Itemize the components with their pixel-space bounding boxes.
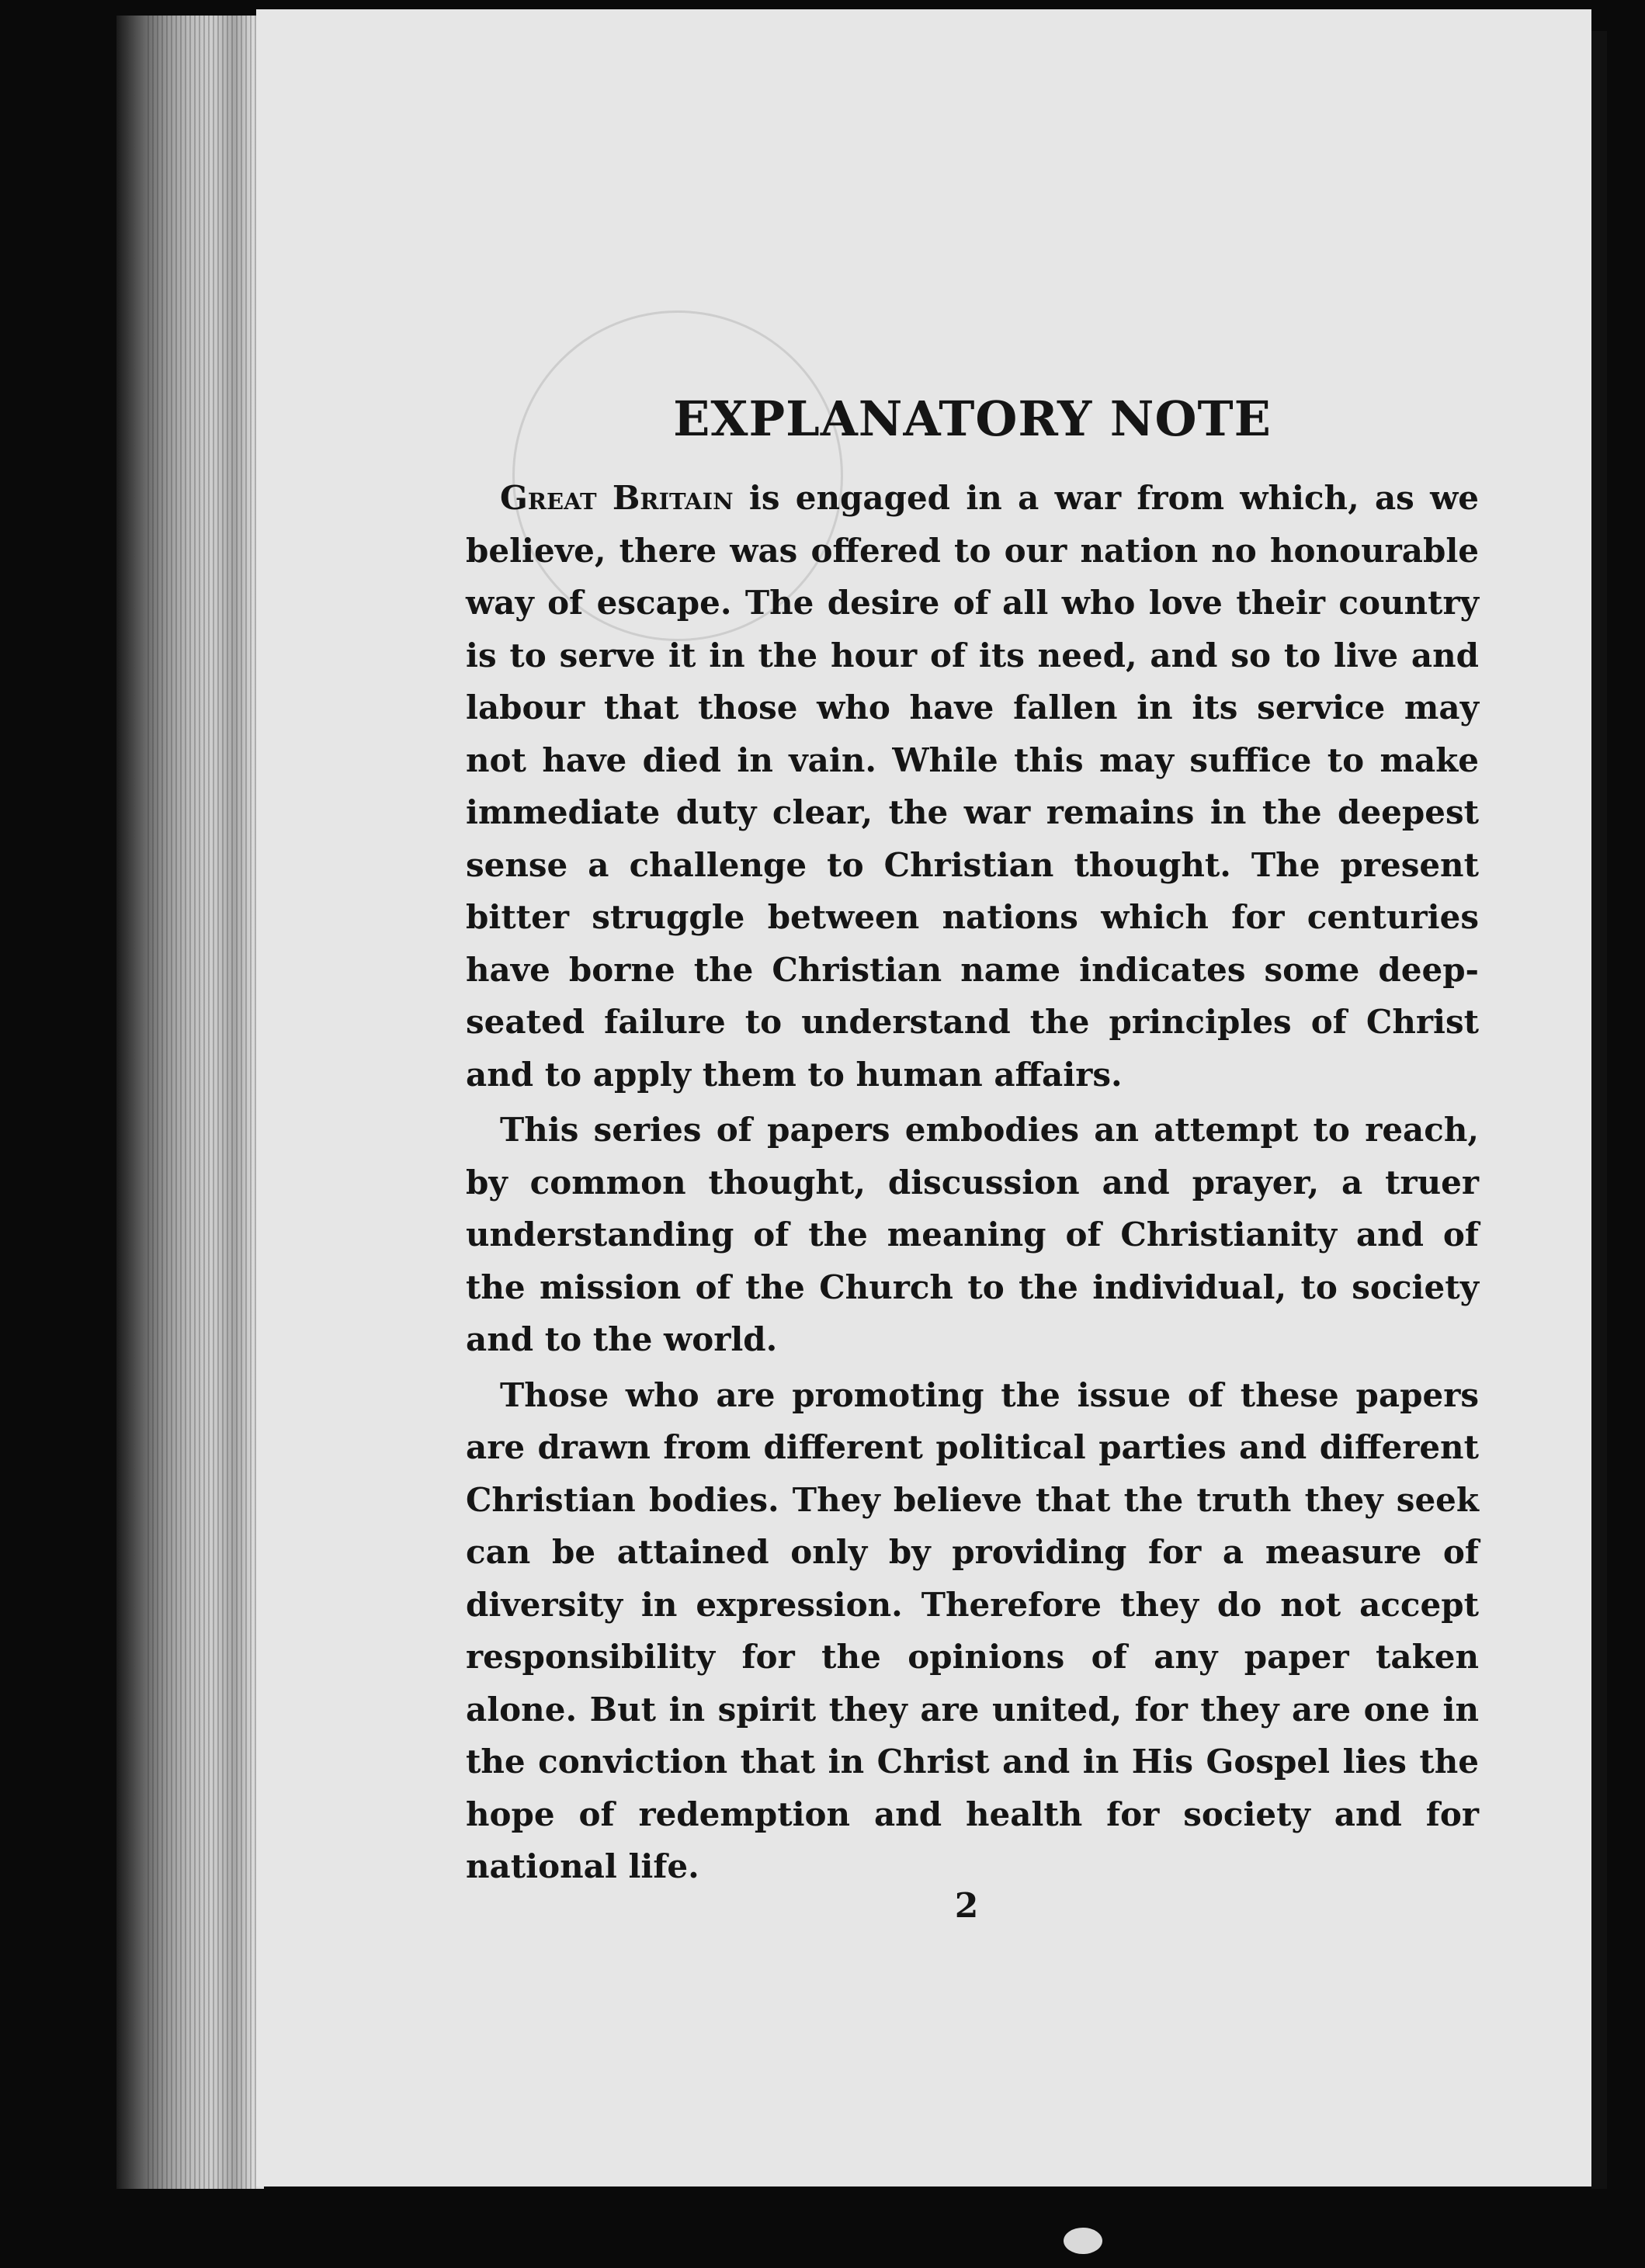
paragraph-1 bbox=[466, 472, 1479, 1101]
page-right-edge bbox=[1591, 31, 1607, 2189]
paragraph-1-text: is engaged in a war from which, as we believe, there was offered to our nation no honourable way of escape. The desire of all who love their country is to serve it in the hour of its need, and so to live and labour that those who have fallen in its service may not have died in vain. While this may suffice to make immediate duty clear, the war remains in the deepest sense a challenge to Christian thought. The present bitter struggle between nations which for centuries have borne the Christian name indicates some deep-seated failure to understand the principles of Christ and to apply them to human affairs. bbox=[466, 479, 1479, 1094]
paragraph-2: This series of papers embodies an attempt to reach, by common thought, discussion and prayer, a truer understanding of the meaning of Christianity and of the mission of the Church to the individual, to society and to the world. bbox=[466, 1111, 1479, 1358]
text-block bbox=[466, 388, 1479, 1893]
scan-blot bbox=[1064, 2228, 1102, 2254]
page-number: 2 bbox=[954, 1886, 979, 1926]
paragraph-1-lead: Great Britain bbox=[500, 479, 734, 517]
paragraph-3: Those who are promoting the issue of these papers are drawn from different political parties and different Christian bodies. They believe that the truth they seek can be attained only by providing for a measure of diversity in expression. Therefore they do not accept responsibility for the opinions of any paper taken alone. But in spirit they are united, for they are one in the conviction that in Christ and in His Gospel lies the hope of redemption and health for society and for national life. bbox=[466, 1375, 1479, 1885]
page-title: EXPLANATORY NOTE bbox=[673, 390, 1272, 447]
spine-texture bbox=[147, 16, 256, 2189]
